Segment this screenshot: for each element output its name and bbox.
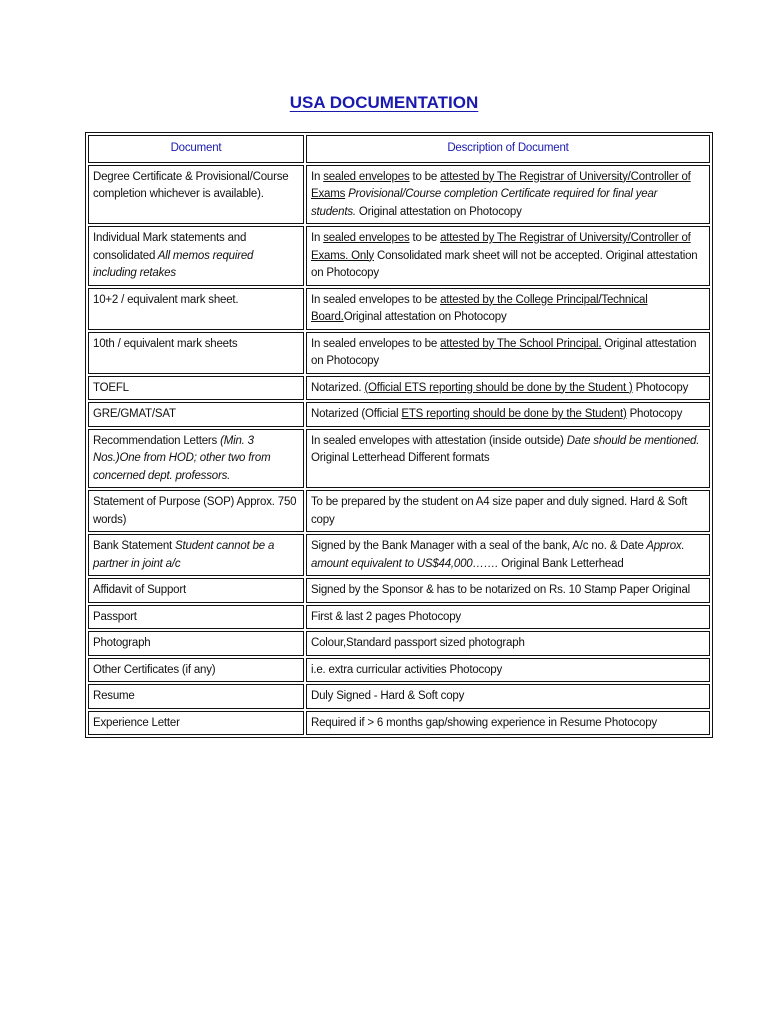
description-text: Consolidated mark sheet will not be accepted. Original attestation on Photocopy bbox=[311, 249, 698, 279]
description-cell bbox=[306, 658, 710, 683]
table-row bbox=[88, 226, 710, 286]
document-text: 10+2 / equivalent mark sheet. bbox=[93, 293, 239, 306]
description-cell bbox=[306, 534, 710, 576]
description-text: To be prepared by the student on A4 size paper and duly signed. Hard & Soft copy bbox=[311, 496, 688, 526]
description-text: Required if > 6 months gap/showing experience in Resume Photocopy bbox=[311, 716, 657, 729]
table-row bbox=[88, 605, 710, 630]
description-cell bbox=[306, 429, 710, 489]
document-text: Photograph bbox=[93, 637, 151, 649]
description-text: Signed by the Sponsor & has to be notarized on Rs. 10 Stamp Paper Original bbox=[311, 584, 690, 596]
document-text: Student cannot be a partner in joint a/c bbox=[93, 540, 275, 570]
document-cell bbox=[88, 226, 304, 286]
description-cell bbox=[306, 376, 710, 401]
table-row bbox=[88, 376, 710, 401]
description-cell bbox=[306, 288, 710, 330]
document-text: 10th / equivalent mark sheets bbox=[93, 337, 238, 350]
document-cell bbox=[88, 429, 304, 489]
table-row bbox=[88, 578, 710, 603]
table-row bbox=[88, 165, 710, 225]
description-text: Original Bank Letterhead bbox=[498, 557, 624, 570]
document-text: All memos required including retakes bbox=[93, 249, 254, 279]
description-text: (Official ETS reporting should be done by the Student ) bbox=[364, 381, 633, 394]
description-text: In bbox=[311, 170, 324, 183]
table-row bbox=[88, 402, 710, 427]
documentation-table bbox=[85, 132, 713, 738]
description-text: In sealed envelopes to be bbox=[311, 293, 441, 306]
description-text: sealed envelopes bbox=[323, 170, 410, 183]
description-text: Original attestation on Photocopy bbox=[343, 311, 507, 323]
document-text: GRE/GMAT/SAT bbox=[93, 408, 176, 420]
table-row bbox=[88, 332, 710, 374]
document-text: Individual Mark statements and consolidated bbox=[93, 232, 247, 262]
description-text: Notarized. bbox=[311, 381, 365, 394]
description-text: attested by The School Principal. bbox=[440, 337, 602, 350]
document-cell bbox=[88, 578, 304, 603]
document-text: Other Certificates (if any) bbox=[93, 663, 216, 676]
document-cell bbox=[88, 684, 304, 709]
document-text: Affidavit of Support bbox=[93, 584, 186, 596]
description-text: attested by The Registrar of University/Controller of Exams bbox=[311, 170, 691, 200]
description-cell bbox=[306, 490, 710, 532]
document-cell bbox=[88, 658, 304, 683]
document-text: TOEFL bbox=[93, 381, 129, 394]
description-text: Original Letterhead Different formats bbox=[311, 452, 490, 464]
description-text: to be bbox=[409, 232, 441, 244]
table-row bbox=[88, 288, 710, 330]
document-text: Passport bbox=[93, 610, 137, 623]
description-text: Approx. amount equivalent to US$44,000……. bbox=[311, 540, 685, 570]
description-text: sealed envelopes bbox=[323, 232, 410, 244]
description-text: In bbox=[311, 232, 324, 244]
document-text: Resume bbox=[93, 690, 135, 702]
description-text: Duly Signed - Hard & Soft copy bbox=[311, 690, 465, 702]
document-cell bbox=[88, 490, 304, 532]
description-text: Notarized (Official bbox=[311, 408, 402, 420]
description-text: i.e. extra curricular activities Photocopy bbox=[311, 663, 503, 676]
description-text: to be bbox=[409, 170, 441, 183]
table-row bbox=[88, 534, 710, 576]
page-title: USA DOCUMENTATION bbox=[289, 93, 479, 112]
description-text: attested by The Registrar of University/Controller of Exams. Only bbox=[311, 232, 691, 262]
description-cell bbox=[306, 332, 710, 374]
description-cell bbox=[306, 605, 710, 630]
document-text: Statement of Purpose (SOP) Approx. 750 words) bbox=[93, 496, 297, 526]
table-row bbox=[88, 658, 710, 683]
document-text: Degree Certificate & Provisional/Course completion whichever is available). bbox=[93, 170, 289, 200]
description-text: Original attestation on Photocopy bbox=[311, 337, 697, 367]
document-cell bbox=[88, 605, 304, 630]
description-text: Photocopy bbox=[626, 408, 683, 420]
description-cell bbox=[306, 631, 710, 656]
description-cell bbox=[306, 165, 710, 225]
document-cell bbox=[88, 165, 304, 225]
document-cell bbox=[88, 332, 304, 374]
document-cell bbox=[88, 631, 304, 656]
document-cell bbox=[88, 376, 304, 401]
column-header-description: Description of Document bbox=[306, 135, 710, 163]
description-cell bbox=[306, 402, 710, 427]
description-cell bbox=[306, 711, 710, 736]
description-text: ETS reporting should be done by the Student) bbox=[401, 408, 627, 420]
document-text: Bank Statement bbox=[93, 540, 176, 552]
description-text: Date should be mentioned. bbox=[563, 434, 700, 447]
description-text: Original attestation on Photocopy bbox=[355, 205, 522, 218]
table-row bbox=[88, 711, 710, 736]
document-cell bbox=[88, 402, 304, 427]
description-text: Colour,Standard passport sized photograph bbox=[311, 637, 525, 649]
document-cell bbox=[88, 288, 304, 330]
table-row bbox=[88, 684, 710, 709]
description-text: In sealed envelopes with attestation (inside outside) bbox=[311, 434, 564, 447]
document-text: Recommendation Letters bbox=[93, 434, 218, 447]
table-row bbox=[88, 490, 710, 532]
document-text: (Min. 3 Nos.)One from HOD; other two from concerned dept. professors. bbox=[93, 434, 271, 482]
description-text: In sealed envelopes to be bbox=[311, 337, 441, 350]
document-text: Experience Letter bbox=[93, 716, 180, 729]
table-row bbox=[88, 429, 710, 489]
document-cell bbox=[88, 711, 304, 736]
table-header-row bbox=[88, 135, 710, 163]
description-text: attested by the College Principal/Technical Board. bbox=[311, 293, 648, 323]
table-row bbox=[88, 631, 710, 656]
description-cell bbox=[306, 578, 710, 603]
description-text: Signed by the Bank Manager with a seal of the bank, A/c no. & Date bbox=[311, 540, 644, 552]
description-text: Provisional/Course completion Certificate required for final year students. bbox=[311, 188, 658, 218]
column-header-document: Document bbox=[88, 135, 304, 163]
description-cell bbox=[306, 684, 710, 709]
description-text: Photocopy bbox=[632, 381, 689, 394]
document-cell bbox=[88, 534, 304, 576]
description-text: First & last 2 pages Photocopy bbox=[311, 610, 461, 623]
description-cell bbox=[306, 226, 710, 286]
